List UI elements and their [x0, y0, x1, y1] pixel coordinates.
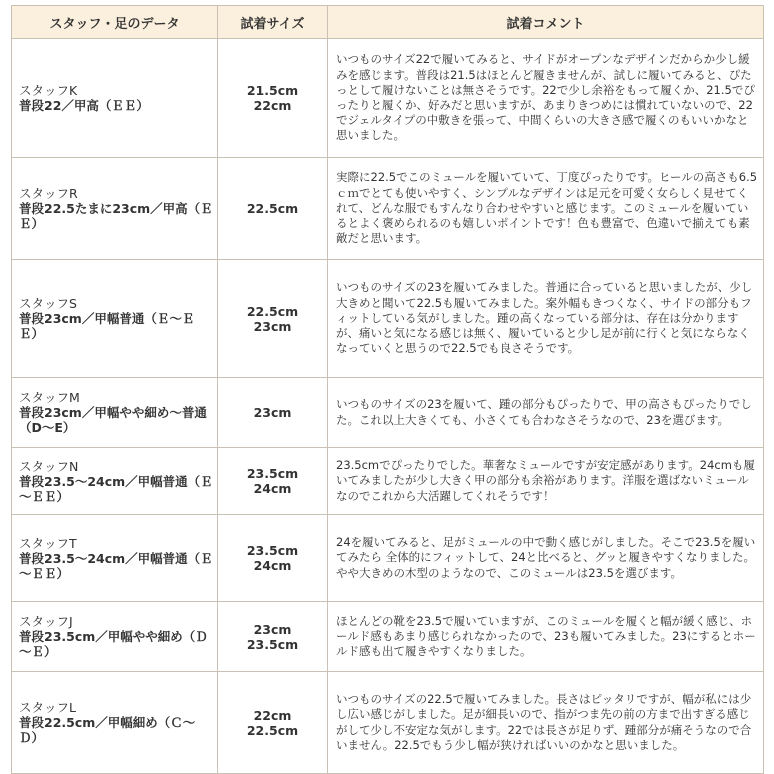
staff-cell [12, 672, 218, 774]
comment-cell: 実際に22.5でこのミュールを履いていて、丁度ぴったりです。ヒールの高さも6.5ｃｍでとても使いやすく、シンプルなデザインは足元を可愛く女らしく見せてくれて、どんな服でもすんなり合わせやすいと感じます。このミュールを履いているとよく褒められるのも嬉しいポイントです！色も豊富で、色違いで揃えても素敵だと思います。 [328, 158, 764, 260]
try-size: 22.5cm [246, 201, 299, 216]
size-cell [218, 515, 328, 602]
try-size: 22cm [253, 707, 292, 723]
try-size: 21.5cm [246, 83, 299, 98]
comment-cell: 23.5cmでぴったりでした。華奢なミュールですが安定感があります。24cmも履いてみましたが少し大きく甲の部分も余裕があります。洋服を選ばないミュールなのでこれから大活躍してくれそうです！ [328, 448, 764, 515]
staff-name: スタッフJ [19, 614, 73, 629]
table-row [12, 158, 764, 260]
staff-foot-data: 普段23.5～24cm／甲幅普通（Ｅ～ＥＥ） [19, 473, 213, 504]
staff-name: スタッフM [19, 390, 80, 405]
staff-name: スタッフL [19, 700, 76, 715]
comment-cell: いつものサイズの23を履いて、踵の部分もぴったりで、甲の高さもぴったりでした。これ以上大きくても、小さくても合わなさそうなので、23を選びます。 [328, 378, 764, 448]
staff-cell [12, 39, 218, 158]
staff-name: スタッフS [19, 296, 77, 311]
staff-foot-data: 普段22.5cm／甲幅細め（Ｃ～Ｄ） [19, 715, 196, 745]
table-header-row [12, 6, 764, 39]
staff-name: スタッフK [19, 83, 78, 98]
try-size: 23cm [253, 405, 292, 420]
header-staff: スタッフ・足のデータ [12, 6, 218, 39]
table-row [12, 602, 764, 672]
staff-foot-data: 普段23cm／甲幅やや細め～普通（D～E） [19, 405, 207, 435]
try-size: 23cm [253, 318, 292, 334]
staff-foot-data: 普段23cm／甲幅普通（Ｅ～ＥＥ） [19, 311, 195, 341]
staff-cell [12, 448, 218, 515]
staff-foot-data: 普段23.5～24cm／甲幅普通（Ｅ～ＥＥ） [19, 550, 213, 581]
staff-cell [12, 260, 218, 378]
staff-name: スタッフN [19, 458, 79, 474]
table-row [12, 515, 764, 602]
try-size: 22cm [253, 98, 292, 113]
size-cell [218, 158, 328, 260]
staff-foot-data: 普段22.5たまに23cm／甲高（ＥＥ） [19, 201, 213, 231]
try-size: 23cm [253, 621, 292, 637]
try-size: 24cm [253, 481, 292, 496]
staff-foot-data: 普段23.5cm／甲幅やや細め（Ｄ～Ｅ） [19, 629, 208, 659]
header-comment: 試着コメント [328, 6, 764, 39]
comment-cell: 24を履いてみると、足がミュールの中で動く感じがしました。そこで23.5を履いてみたら 全体的にフィットして、24と比べると、グッと履きやすくなりました。やや大きめの木型のようなので、このミュールは23.5を選びます。 [328, 515, 764, 602]
table-row [12, 378, 764, 448]
size-cell [218, 602, 328, 672]
comment-cell: ほとんどの靴を23.5で履いていますが、このミュールを履くと幅が緩く感じ、ホールド感もあまり感じられなかったので、23も履いてみました。23にするとホールド感も出て履きやすくなりました。 [328, 602, 764, 672]
staff-cell [12, 602, 218, 672]
size-cell [218, 39, 328, 158]
header-size: 試着サイズ [218, 6, 328, 39]
try-size: 22.5cm [246, 722, 299, 738]
staff-name: スタッフR [19, 186, 78, 201]
table-row [12, 260, 764, 378]
size-cell [218, 260, 328, 378]
comment-cell: いつものサイズ22で履いてみると、サイドがオープンなデザインだからか少し緩みを感じます。普段は21.5はほとんど履きませんが、試しに履いてみると、ぴたっとして履けないことは無さそうです。22で少し余裕をもって履くか、21.5でぴったりと履くか、好みだと思いますが、あまりきつめには慣れていないので、22でジェルタイプの中敷きを張って、中間くらいの大きさ感で履くのもいいかなと思いました。 [328, 39, 764, 158]
try-size: 23.5cm [246, 543, 299, 558]
size-cell [218, 672, 328, 774]
staff-cell [12, 515, 218, 602]
size-cell [218, 448, 328, 515]
size-cell [218, 378, 328, 448]
staff-fitting-table [11, 5, 764, 774]
staff-foot-data: 普段22／甲高（ＥＥ） [19, 98, 149, 113]
comment-cell: いつものサイズの22.5で履いてみました。長さはピッタリですが、幅が私には少し広い感じがしました。足が細長いので、指がつま先の前の方まで出すぎる感じがして少し不安定な気がします。22では長さが足りず、踵部分が痛そうなので合いません。22.5でもう少し幅が狭ければいいのかなと思いました。 [328, 672, 764, 774]
try-size: 22.5cm [246, 303, 299, 319]
table-row [12, 672, 764, 774]
try-size: 23.5cm [246, 466, 299, 481]
staff-cell [12, 378, 218, 448]
try-size: 23.5cm [246, 636, 299, 652]
staff-name: スタッフT [19, 535, 77, 551]
comment-cell: いつものサイズの23を履いてみました。普通に合っていると思いましたが、少し大きめと聞いて22.5も履いてみました。案外幅もきつくなく、サイドの部分もフィットしている気がしました。踵の高くなっている部分は、存在は分かりますが、痛いと気になる感じは無く、履いていると少し足が前に行くと気にならなくなっていくと思うので22.5でも良さそうです。 [328, 260, 764, 378]
table-row [12, 39, 764, 158]
staff-cell [12, 158, 218, 260]
table-row [12, 448, 764, 515]
try-size: 24cm [253, 558, 292, 573]
